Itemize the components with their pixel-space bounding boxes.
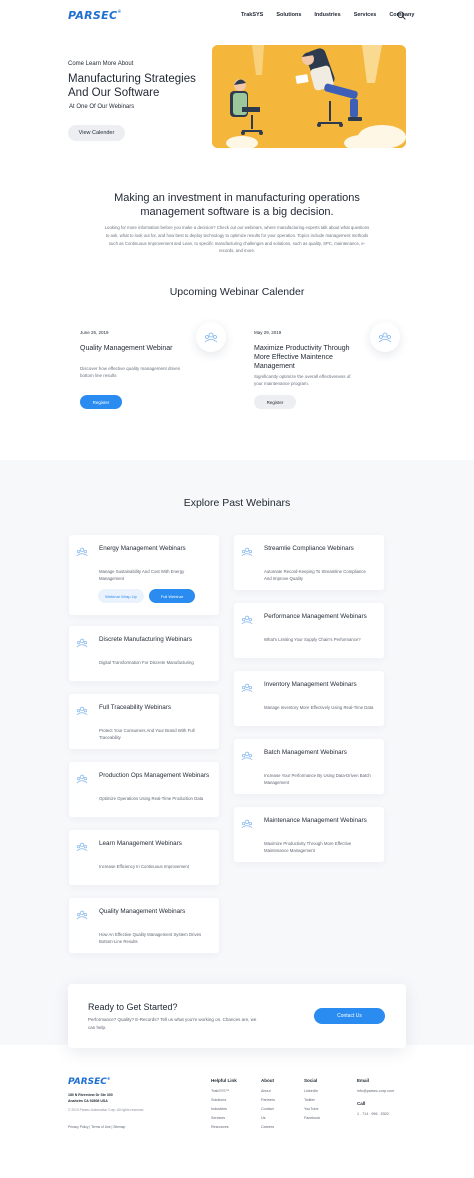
past-card-title: Discrete Manufacturing Webinars bbox=[99, 636, 192, 643]
footer-col-social: Social LinkedIn Twitter YouTube Facebook bbox=[304, 1078, 321, 1120]
past-card-inventory bbox=[234, 671, 384, 726]
webinar-people-icon bbox=[241, 547, 253, 557]
top-nav bbox=[0, 0, 474, 34]
webinar-people-icon bbox=[76, 547, 88, 557]
nav-link-company[interactable]: Company bbox=[389, 12, 415, 18]
webinar-people-icon bbox=[241, 819, 253, 829]
footer-legal-links[interactable]: Privacy Policy | Terms of Use | Sitemap bbox=[68, 1125, 126, 1129]
past-card-title: Production Ops Management Webinars bbox=[99, 772, 210, 779]
footer-logo[interactable]: PARSEC® bbox=[68, 1077, 111, 1087]
nav-link-traksys[interactable]: TrakSYS bbox=[241, 12, 264, 18]
webinar-title: Maximize Productivity Through More Effective Maintence Management bbox=[254, 345, 350, 370]
past-card-title: Energy Management Webinars bbox=[99, 545, 186, 552]
hero-pretitle: Come Learn More About bbox=[68, 61, 134, 67]
past-card-title: Maintenance Management Webinars bbox=[264, 817, 367, 824]
footer-email-link[interactable]: info@parsec-corp.com bbox=[357, 1089, 395, 1093]
past-section-title: Explore Past Webinars bbox=[183, 497, 291, 509]
footer-link[interactable]: Services bbox=[211, 1116, 226, 1120]
past-card-title: Inventory Management Webinars bbox=[264, 681, 357, 688]
footer-copyright: © 2019 Parsec Automation Corp. All rights reserved. bbox=[68, 1108, 145, 1112]
webinar-title: Quality Management Webinar bbox=[80, 345, 173, 352]
past-card-description: Automate Record-Keeping To Streamline Compliance And Improve Quality bbox=[264, 569, 366, 581]
past-card-title: Streamlie Compliance Webinars bbox=[264, 545, 354, 552]
past-card-discrete bbox=[69, 626, 219, 681]
footer-col-about: About About Partners Contact Us Careers bbox=[261, 1078, 275, 1129]
webinar-people-icon bbox=[76, 774, 88, 784]
past-card-description: Increase Efficiency In Continuous Improvement bbox=[99, 864, 189, 869]
past-card-title: Quality Management Webinars bbox=[99, 908, 186, 915]
nav-link-industries[interactable]: Industries bbox=[314, 12, 341, 18]
upcoming-section-title: Upcoming Webinar Calender bbox=[169, 286, 305, 298]
cta-description: Performance? Quality? E-Records? Tell us what you're working on. Chances are, we can help. bbox=[88, 1017, 257, 1030]
webinar-people-icon bbox=[370, 322, 400, 352]
past-card-description: Increase Your Performance By Using Data-Driven Batch Management bbox=[264, 773, 371, 785]
footer-link[interactable]: Partners bbox=[261, 1098, 275, 1102]
footer-link-facebook[interactable]: Facebook bbox=[304, 1116, 321, 1120]
past-card-description: Manage Inventory More Effectively Using Real-Time Data bbox=[264, 705, 374, 710]
past-card-title: Full Traceability Webinars bbox=[99, 704, 171, 711]
footer-link-linkedin[interactable]: LinkedIn bbox=[304, 1089, 318, 1093]
intro-paragraph: Looking for more information before you make a decision? Check out our webinars, where manufacturing experts talk about what questions to ask, what to look out for, and how best to deploy technology to optimize results for your operation. Topics include management methods such as Continuous Improvement and Lean, to specific manufacturing challenges and solutions, such as quality, SPC, maintenance, e-records, and more. bbox=[104, 225, 370, 254]
past-card-description: Maximize Productivity Through More Effective Maintenance Management bbox=[264, 841, 352, 853]
webinar-people-icon bbox=[241, 615, 253, 625]
register-button[interactable]: Register bbox=[80, 395, 122, 409]
register-button[interactable]: Register bbox=[254, 395, 296, 409]
upcoming-card-maintenance bbox=[242, 322, 402, 415]
upcoming-card-quality bbox=[68, 322, 228, 415]
webinar-wrap-up-button[interactable]: Webinar Wrap Up bbox=[98, 589, 144, 603]
webinar-people-icon bbox=[76, 910, 88, 920]
full-webinar-button[interactable]: Full Webinar bbox=[149, 589, 195, 603]
past-card-traceability bbox=[69, 694, 219, 749]
past-card-quality bbox=[69, 898, 219, 953]
webinar-people-icon bbox=[196, 322, 226, 352]
footer-col-contact: Email info@parsec-corp.com Call 1 . 714 . 996 . 5302 bbox=[357, 1078, 395, 1116]
webinar-people-icon bbox=[76, 638, 88, 648]
past-card-production-ops bbox=[69, 762, 219, 817]
footer-link[interactable]: Us bbox=[261, 1116, 266, 1120]
webinar-date: June 26, 2019 bbox=[80, 330, 109, 335]
footer-link-twitter[interactable]: Twitter bbox=[304, 1098, 315, 1102]
get-started-cta bbox=[68, 984, 406, 1048]
search-icon[interactable] bbox=[397, 11, 406, 20]
past-card-description: Protect Your Consumers And Your Brand With Full Traceability bbox=[99, 728, 195, 740]
footer-link[interactable]: Contact bbox=[261, 1107, 274, 1111]
past-card-learn bbox=[69, 830, 219, 885]
past-card-description: Manage Sustainability And Cost With Energy Management bbox=[99, 569, 185, 581]
webinar-description: Discover how effective quality management drives bottom line results bbox=[80, 366, 180, 378]
past-card-title: Learn Management Webinars bbox=[99, 840, 182, 847]
past-card-title: Performance Management Webinars bbox=[264, 613, 367, 620]
past-card-description: Digital Transformation For Discrete Manufacturing bbox=[99, 660, 194, 665]
webinar-people-icon bbox=[76, 706, 88, 716]
past-card-maintenance bbox=[234, 807, 384, 862]
footer-link-youtube[interactable]: YouTube bbox=[304, 1107, 319, 1111]
past-card-batch bbox=[234, 739, 384, 794]
view-calender-button[interactable]: View Calender bbox=[68, 125, 125, 141]
past-card-title: Batch Management Webinars bbox=[264, 749, 347, 756]
parsec-logo[interactable]: PARSEC® bbox=[68, 9, 122, 22]
webinar-people-icon bbox=[241, 751, 253, 761]
footer-link[interactable]: About bbox=[261, 1089, 271, 1093]
webinar-date: May 29, 2019 bbox=[254, 330, 282, 335]
hero-illustration bbox=[212, 45, 406, 148]
past-card-description: How An Effective Quality Management System Drives Bottom-Line Results bbox=[99, 932, 202, 944]
footer-col-helpful-link: Helpful Link TrakSYS™ Solutions Industries Services Resources bbox=[211, 1078, 237, 1129]
footer-link[interactable]: Industries bbox=[211, 1107, 227, 1111]
intro-heading: Making an investment in manufacturing operations management software is a big decision. bbox=[114, 192, 360, 218]
footer-link[interactable]: Solutions bbox=[211, 1098, 227, 1102]
nav-link-services[interactable]: Services bbox=[353, 12, 377, 18]
webinar-people-icon bbox=[76, 842, 88, 852]
past-card-description: Optimize Operations Using Real-Time Production Data bbox=[99, 796, 204, 801]
nav-link-solutions[interactable]: Solutions bbox=[276, 12, 302, 18]
hero-title: Manufacturing Strategies And Our Software bbox=[68, 73, 196, 99]
webinar-people-icon bbox=[241, 683, 253, 693]
footer-phone[interactable]: 1 . 714 . 996 . 5302 bbox=[357, 1112, 389, 1116]
office-chair-people-illustration bbox=[212, 45, 406, 148]
hero-subtitle: At One Of Our Webinars bbox=[69, 104, 135, 110]
footer-address: 180 N Riverview Dr Ste 300 Anaheim CA 92808 USA bbox=[68, 1093, 113, 1103]
footer-link[interactable]: TrakSYS™ bbox=[211, 1089, 230, 1093]
footer-link[interactable]: Careers bbox=[261, 1125, 275, 1129]
past-card-compliance bbox=[234, 535, 384, 590]
footer-link[interactable]: Resources bbox=[211, 1125, 229, 1129]
contact-us-button[interactable]: Contact Us bbox=[314, 1008, 385, 1024]
webinar-description: Significantly optimize the overall effectiveness of your maintenance program. bbox=[254, 374, 351, 386]
past-card-energy bbox=[69, 535, 219, 615]
cta-title: Ready to Get Started? bbox=[88, 1002, 178, 1012]
past-card-performance bbox=[234, 603, 384, 658]
past-card-description: What's Limiting Your Supply Chain's Performance? bbox=[264, 637, 361, 642]
